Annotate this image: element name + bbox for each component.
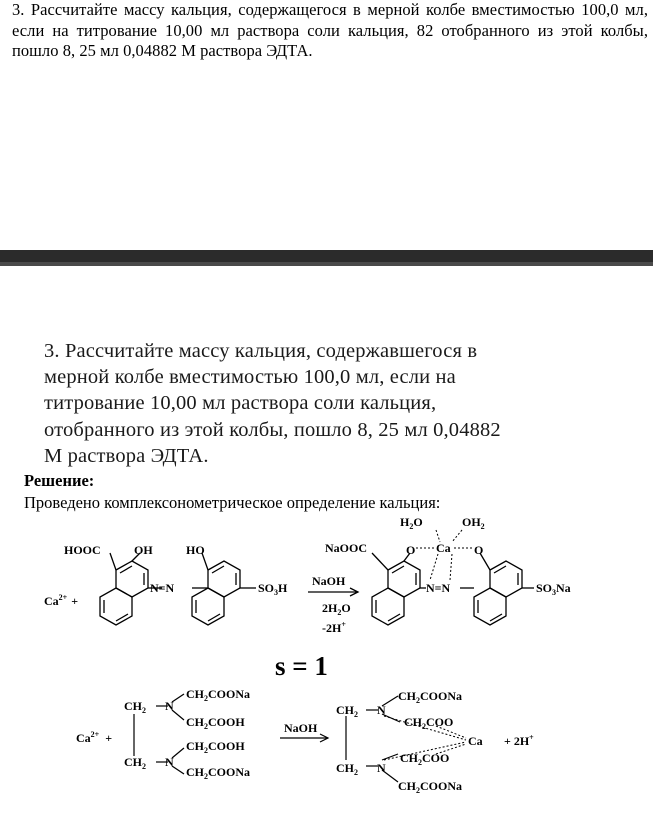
label-ch2cooh-1: $CH_2COOH$ [186,715,245,731]
label-oh: OH [134,543,153,557]
solution-heading: Решение: [24,471,95,490]
label-naoh: NaOH [312,574,346,588]
scan-line: 3. Рассчитайте массу кальция, содержавшегося в [44,340,478,362]
page-separator [0,250,653,266]
label-ch2-p-top: $CH_2$ [336,703,358,719]
label-ch2cooh-2: $CH_2COOH$ [186,739,245,755]
label-ch2coona-p2: $CH_2COONa$ [398,779,462,795]
label-naooc: NaOOC [325,541,367,555]
label-ca-complex: Ca [468,734,483,748]
label-ho: HO [186,543,205,557]
reaction-2-diagram [0,690,653,815]
label-ch2-p-bottom: $CH_2$ [336,761,358,777]
label-hooc: HOOC [64,543,101,557]
label-h2o-top: $H_2O$ [400,515,423,531]
label-azo: N=N [150,581,175,595]
label-2h2o: $2H_2O$ [322,601,351,617]
stoichiometry-label: s = 1 [275,651,328,681]
label-ch2-bottom: $CH_2$ [124,755,146,771]
label-azo-product: N=N [426,581,451,595]
label-so3h: $SO_3H$ [258,581,288,597]
label-n-top: N [165,699,174,713]
label-ch2coona-p1: $CH_2COONa$ [398,690,462,705]
problem-text-scanned [44,338,544,469]
label-ch2coo-p1: $CH_2COO$ [404,715,454,731]
label-o-right: O [474,543,484,557]
reaction-1-diagram [0,512,653,652]
label-ch2-top: $CH_2$ [124,699,146,715]
label-naoh-2: NaOH [284,721,318,735]
problem-text-top: 3. Рассчитайте массу кальция, содержащегося в мерной колбе вместимостью 100,0 мл, если на титрование 10,00 мл раствора соли кальция, 82 отобранного из этой колбы, пошло 8, 25 мл 0,04882 М раствора ЭДТА. [12,0,648,60]
label-ca-center: Ca [436,541,451,555]
label-minus-2h: -2H+ [322,620,346,635]
label-o-left: O [406,543,416,557]
label-oh2-top: $OH_2$ [462,515,485,531]
label-ch2coona-1: $CH_2COONa$ [186,690,250,703]
label-plus-2h: + 2H+ [504,733,534,748]
solution-intro: Проведено комплексонометрическое определение кальция: [24,493,441,512]
scan-line: отобранного из этой колбы, пошло 8, 25 мл 0,04882 [44,418,501,441]
label-ca-ion-2: $Ca^{2+}$ + [76,730,113,745]
label-so3na: $SO_3Na$ [536,581,571,597]
label-ca-ion: $Ca^{2+}$ + [44,593,79,608]
scan-line: титрование 10,00 мл раствора соли кальция, [44,392,437,415]
scan-line: М раствора ЭДТА. [44,444,209,467]
scan-line: мерной колбе вместимостью 100,0 мл, если на [44,366,456,389]
label-ch2coo-p2: $CH_2COO$ [400,751,450,767]
label-ch2coona-2: $CH_2COONa$ [186,765,250,781]
label-n-bottom: N [165,755,174,769]
label-n-p-bottom: N [377,761,386,775]
label-n-p-top: N [377,703,386,717]
